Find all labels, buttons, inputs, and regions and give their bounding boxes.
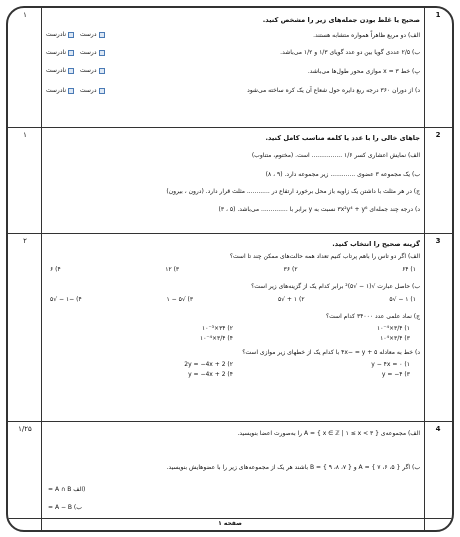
- checkbox-icon[interactable]: [68, 88, 74, 94]
- page-footer: صفحه ۱: [8, 518, 452, 530]
- checkbox-icon[interactable]: [99, 68, 105, 74]
- mc-options: [46, 324, 420, 344]
- tf-item: [46, 63, 420, 81]
- fill-blank-item: د) درجه چند جمله‌ای ۳x²y⁴ + y⁶ نسبت به y برابر با .............. می‌باشد. (۵ ، ۳): [218, 205, 420, 213]
- exam-page: [6, 6, 454, 532]
- false-option[interactable]: نادرست: [46, 87, 74, 95]
- false-option[interactable]: نادرست: [46, 49, 74, 57]
- question-number: 2: [435, 131, 441, 139]
- q4-part-b: ب) اگر { ۵، ۶، ۷ } = A و { ۷، ۸، ۹ } = B باشند هر یک از مجموعه‌های زیر را با عضوهایش بنویسید.: [166, 464, 420, 471]
- fill-blank-item: ج) در هر مثلث با داشتن یک زاویه باز محل برخورد ارتفاع در ............ مثلث قرار دارد. (درون ، بیرون): [166, 187, 420, 195]
- question-score: ۱: [23, 131, 27, 139]
- mc-option[interactable]: ۱) ۶۴: [402, 265, 416, 273]
- question-number: 3: [435, 237, 441, 245]
- checkbox-icon[interactable]: [99, 88, 105, 94]
- mc-option[interactable]: ۲) ۳۴×۱۰⁻³: [202, 325, 233, 333]
- question-number: 1: [435, 11, 441, 19]
- checkbox-icon[interactable]: [68, 50, 74, 56]
- mc-option[interactable]: ۳) √۵ − ۱: [166, 296, 194, 304]
- question-score: ۱/۲۵: [18, 425, 32, 433]
- mc-question: ج) نماد علمی عدد ۳۴۰۰۰ کدام است؟: [325, 313, 420, 321]
- tf-item-text: د) از دوران ۳۶۰ درجه ربع دایره حول شعاع آن یک کره ساخته می‌شود: [247, 86, 420, 94]
- mc-option[interactable]: ۳) y = −۴: [381, 370, 410, 378]
- q4-part-a: الف) مجموعه‌ی { x ∈ ℤ | ۱ ≤ x < ۳ } = A را به‌صورت اعضا بنویسید.: [237, 430, 420, 437]
- mc-option[interactable]: ۴) ۶: [50, 265, 61, 273]
- mc-option[interactable]: ۲) ۳۶: [283, 265, 298, 273]
- q4-sub-b: ب) A − B =: [48, 504, 82, 511]
- question-score: ۱: [23, 11, 27, 19]
- question-1-row: [8, 8, 452, 128]
- true-option[interactable]: درست: [80, 67, 105, 75]
- mc-option[interactable]: ۱) y − ۴x = ۰: [371, 360, 410, 368]
- mc-options: [46, 265, 420, 277]
- tf-item: [46, 81, 420, 101]
- checkbox-icon[interactable]: [68, 32, 74, 38]
- tf-item: [46, 29, 420, 43]
- mc-option[interactable]: ۴) ۳/۴×۱۰⁻⁴: [199, 335, 233, 343]
- mc-option[interactable]: ۴) y = −4x + 2: [188, 370, 233, 378]
- mc-options: [46, 360, 420, 380]
- true-option[interactable]: درست: [80, 31, 105, 39]
- mc-option[interactable]: ۲) ۱ + √۵: [277, 296, 305, 304]
- tf-item-text: پ) خط ۳ = x موازی محور طول‌ها می‌باشد.: [307, 67, 420, 75]
- false-option[interactable]: نادرست: [46, 67, 74, 75]
- mc-option[interactable]: ۳) ۳/۴×۱۰⁴: [380, 335, 410, 343]
- question-title: جاهای خالی را با عدد یا کلمه مناسب کامل کنید.: [265, 134, 420, 142]
- tf-item: [46, 43, 420, 63]
- question-title: صحیح یا غلط بودن جمله‌های زیر را مشخص کنید.: [262, 16, 420, 24]
- mc-option[interactable]: ۱) ۳/۴×۱۰⁻⁴: [376, 325, 410, 333]
- mc-question: ب) حاصل عبارت √(۱ − √۵)² برابر کدام یک از گزینه‌های زیر است؟: [251, 283, 420, 291]
- mc-options: [46, 295, 420, 307]
- mc-option[interactable]: ۳) ۱۲: [165, 265, 180, 273]
- mc-option[interactable]: ۴) −۱ − √۵: [50, 296, 82, 304]
- tf-item-text: ب) ۲/۵ عددی گویا بین دو عدد گویای ۱/۳ و ۱/۲ می‌باشد.: [280, 48, 420, 56]
- mc-question: د) خط به معادله ۵ + ۴x− = y با کدام یک از خطهای زیر موازی است؟: [242, 348, 420, 356]
- question-title: گزینه صحیح را انتخاب کنید.: [332, 240, 420, 248]
- checkbox-icon[interactable]: [68, 68, 74, 74]
- fill-blank-item: الف) نمایش اعشاری کسر ۱/۶ ................ است. (مختوم، متناوب): [251, 151, 420, 159]
- q4-sub-a: (الف A ∩ B =: [48, 486, 86, 493]
- checkbox-icon[interactable]: [99, 50, 105, 56]
- question-2-row: [8, 128, 452, 234]
- mc-option[interactable]: ۲) 2y = −4x + 2: [184, 360, 233, 368]
- question-4-row: [8, 422, 452, 520]
- question-number: 4: [435, 425, 441, 433]
- fill-blank-item: ب) یک مجموعه ۳ عضوی ............. زیر مجموعه دارد. (۹ ، ۸): [265, 170, 420, 178]
- true-option[interactable]: درست: [80, 87, 105, 95]
- mc-option[interactable]: ۱) ۱ − √۵: [389, 296, 416, 304]
- true-option[interactable]: درست: [80, 49, 105, 57]
- false-option[interactable]: نادرست: [46, 31, 74, 39]
- checkbox-icon[interactable]: [99, 32, 105, 38]
- question-3-row: [8, 234, 452, 422]
- tf-item-text: الف) دو مربع ظاهراً همواره متشابه هستند.: [313, 31, 420, 39]
- question-score: ۲: [23, 237, 27, 245]
- mc-question: الف) اگر دو تاس را باهم پرتاب کنیم تعداد همه حالت‌های ممکن چند تا است؟: [229, 252, 420, 260]
